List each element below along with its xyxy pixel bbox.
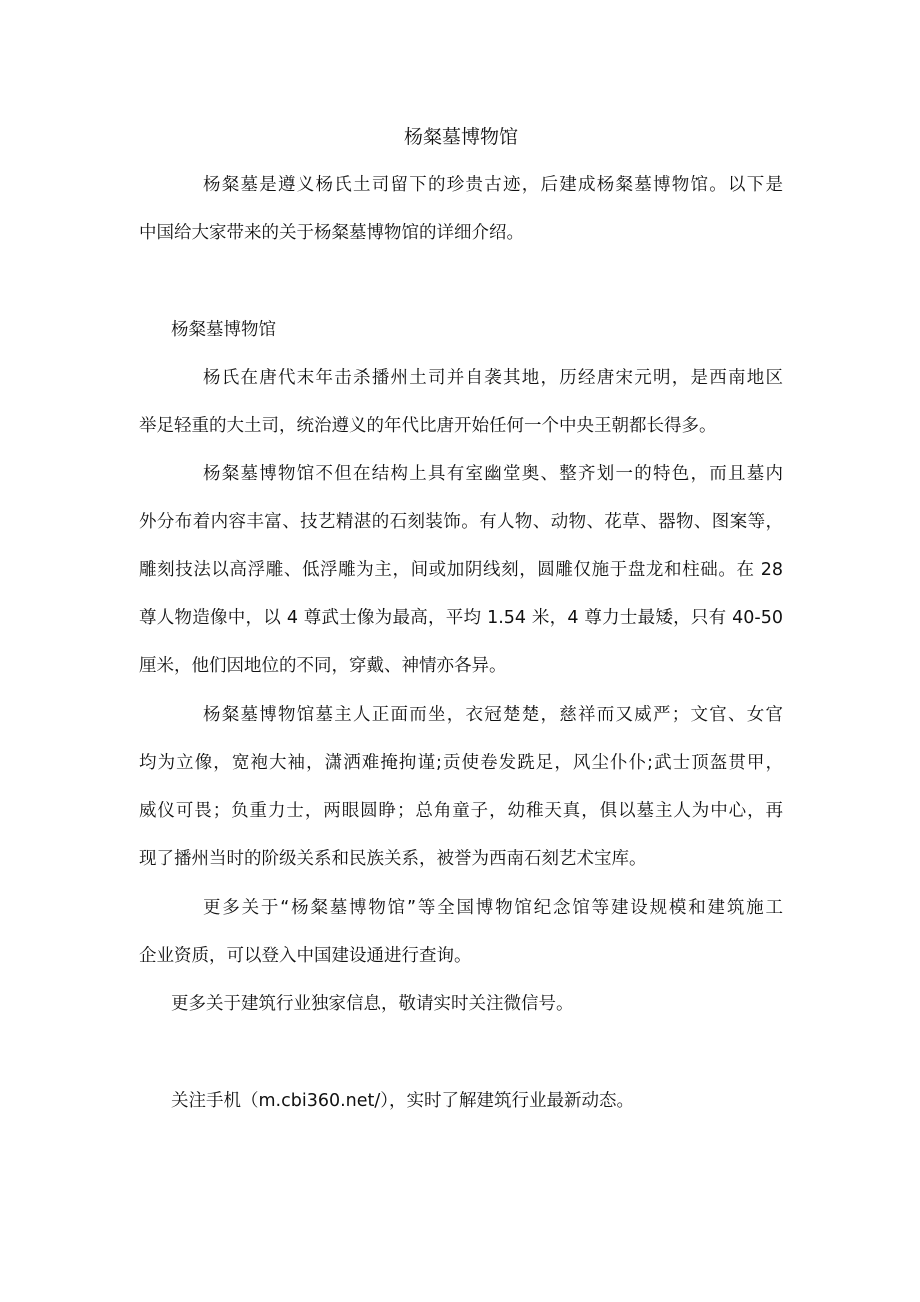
- paragraph-3-line-3: 威仪可畏；负重力士，两眼圆睁；总角童子，幼稚天真，俱以墓主人为中心，再: [139, 801, 783, 821]
- paragraph-2-line-3: 雕刻技法以高浮雕、低浮雕为主，间或加阴线刻，圆雕仅施于盘龙和柱础。在 28: [139, 560, 783, 580]
- paragraph-1-line-2: 举足轻重的大土司，统治遵义的年代比唐开始任何一个中央王朝都长得多。: [139, 416, 717, 436]
- paragraph-3-line-2: 均为立像，宽袍大袖，潇洒难掩拘谨;贡使卷发跣足，风尘仆仆;武士顶盔贯甲，: [139, 753, 783, 773]
- paragraph-4-line-1: 更多关于“杨粲墓博物馆”等全国博物馆纪念馆等建设规模和建筑施工: [203, 898, 783, 918]
- section-heading: 杨粲墓博物馆: [171, 320, 276, 340]
- paragraph-2-line-1: 杨粲墓博物馆不但在结构上具有室幽堂奥、整齐划一的特色，而且墓内: [203, 464, 783, 484]
- paragraph-2-line-4: 尊人物造像中，以 4 尊武士像为最高，平均 1.54 米，4 尊力士最矮，只有 40-50: [139, 608, 783, 628]
- mobile-note: 关注手机（m.cbi360.net/），实时了解建筑行业最新动态。: [171, 1091, 635, 1111]
- intro-line-2: 中国给大家带来的关于杨粲墓博物馆的详细介绍。: [139, 223, 524, 243]
- paragraph-2-line-2: 外分布着内容丰富、技艺精湛的石刻装饰。有人物、动物、花草、器物、图案等，: [139, 512, 783, 532]
- paragraph-1-line-1: 杨氏在唐代末年击杀播州土司并自袭其地，历经唐宋元明，是西南地区: [203, 368, 783, 388]
- wechat-note: 更多关于建筑行业独家信息，敬请实时关注微信号。: [171, 994, 574, 1014]
- document-title: 杨粲墓博物馆: [403, 126, 518, 148]
- paragraph-2-line-5: 厘米，他们因地位的不同，穿戴、神情亦各异。: [139, 656, 507, 676]
- paragraph-3-line-4: 现了播州当时的阶级关系和民族关系，被誉为西南石刻艺术宝库。: [139, 849, 647, 869]
- paragraph-3-line-1: 杨粲墓博物馆墓主人正面而坐，衣冠楚楚，慈祥而又威严；文官、女官: [203, 705, 783, 725]
- paragraph-4-line-2: 企业资质，可以登入中国建设通进行查询。: [139, 946, 472, 966]
- intro-line-1: 杨粲墓是遵义杨氏土司留下的珍贵古迹，后建成杨粲墓博物馆。以下是: [203, 175, 783, 195]
